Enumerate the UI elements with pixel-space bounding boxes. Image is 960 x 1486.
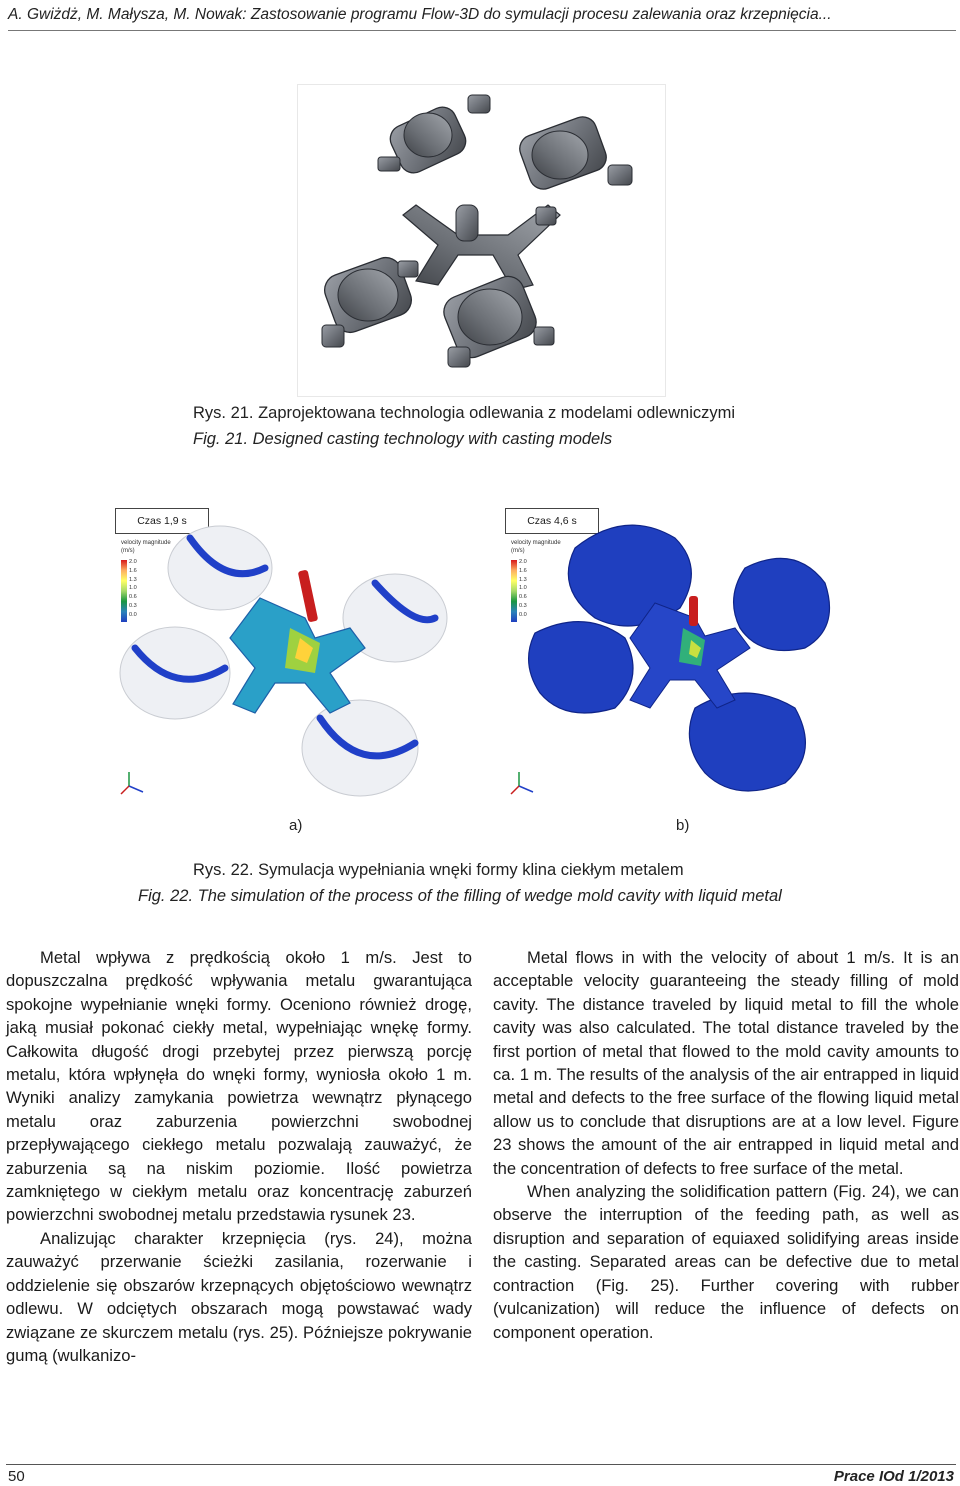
footer-rule (6, 1464, 956, 1465)
casting-bottom-left (320, 253, 418, 347)
legend-title: velocity magnitude (511, 540, 561, 546)
legend-tick: 0.3 (519, 602, 527, 609)
legend-tick: 1.0 (129, 585, 137, 592)
time-label: Czas 4,6 s (505, 508, 599, 534)
figure-21-caption-pl: Rys. 21. Zaprojektowana technologia odlewania z modelami odlewniczymi (193, 404, 736, 422)
legend-tick: 2.0 (519, 559, 527, 565)
legend-tick: 1.0 (519, 585, 527, 592)
figure-22-caption-pl: Rys. 22. Symulacja wypełniania wnęki formy klina ciekłym metalem (193, 861, 684, 879)
legend-tick: 1.6 (129, 567, 137, 574)
legend-tick: 0.0 (519, 611, 527, 618)
filling-simulation-b (505, 508, 844, 810)
journal-name: Prace IOd 1/2013 (833, 1468, 954, 1485)
legend-tick: 1.6 (519, 567, 527, 574)
sprue (456, 205, 478, 241)
legend-tick: 1.3 (129, 576, 137, 583)
legend-tick: 1.3 (519, 576, 527, 583)
paragraph: Metal flows in with the velocity of about 1 m/s. It is an acceptable velocity guaranteeing the steady filling of mold cavity. The distance traveled by liquid metal to fill the whole cavity was also calculated. The total distance traveled by the first portion of metal that flowed to the mold cavity amounts to ca. 1 m. The results of the analysis of the air entrapped in liquid metal and defects to the free surface of the flowing liquid metal allow us to conclude that disruptions are at a low level. Figure 23 shows the amount of the air entrapped in liquid metal and the concentration of defects to free surface of the metal. (493, 948, 959, 1178)
paragraph: When analyzing the solidification pattern (Fig. 24), we can observe the interruption of the feeding path, as well as disruption and separation of equiaxed solidifying areas inside the casting. Separated areas can be defective due to metal contraction (Fig. 25). Further covering with rubber (vulcanization) will reduce the influence of defects on component operation. (493, 1182, 959, 1342)
legend-title: velocity magnitude (121, 540, 171, 546)
casting-top-right (516, 113, 632, 225)
legend-unit: (m/s) (121, 548, 135, 554)
body-text-english (493, 946, 959, 1344)
casting-model-illustration (298, 85, 665, 396)
panel-b-label: b) (676, 817, 690, 834)
page-number: 50 (8, 1468, 25, 1485)
legend-unit: (m/s) (511, 548, 525, 554)
figure-22-panel-b (505, 508, 844, 810)
axis-triad-icon (121, 772, 143, 794)
legend-tick: 2.0 (129, 559, 137, 565)
paragraph: Analizując charakter krzepnięcia (rys. 24), można zauważyć przerwanie ścieżki zasilania, rozerwanie i oddzielenie się obszarów krzepnących objętościowo wewnątrz odlewu. W odciętych obszarach mogą powstawać wady związane ze skurczem metalu (rys. 25). Późniejsze pokrywanie gumą (wulkanizo- (6, 1228, 472, 1365)
filling-simulation-a (115, 508, 454, 810)
panel-a-label: a) (289, 817, 303, 834)
legend-tick: 0.6 (129, 594, 137, 601)
figure-22-panel-a (115, 508, 454, 810)
time-label: Czas 1,9 s (115, 508, 209, 534)
axis-triad-icon (511, 772, 533, 794)
figure-21-caption-en: Fig. 21. Designed casting technology with casting models (193, 430, 613, 448)
body-text-polish (6, 946, 472, 1367)
running-head: A. Gwiżdż, M. Małysza, M. Nowak: Zastosowanie programu Flow-3D do symulacji procesu zalewania oraz krzepnięcia... (8, 6, 832, 23)
header-rule (8, 30, 956, 31)
legend-tick: 0.3 (129, 602, 137, 609)
figure-22-caption-en: Fig. 22. The simulation of the process of the filling of wedge mold cavity with liquid metal (138, 887, 782, 905)
casting-bottom-right (439, 272, 554, 367)
legend-tick: 0.6 (519, 594, 527, 601)
paragraph: Metal wpływa z prędkością około 1 m/s. Jest to dopuszczalna prędkość wpływania metalu gwarantująca spokojne wypełnianie wnęki formy. Oceniono również drogę, jaką musiał pokonać ciekły metal, wypełniając wnękę formy. Całkowita długość drogi przebytej przez pierwszą porcję metalu, która wpłynęła do wnęki formy, wyniosła około 1 m. Wyniki analizy zamykania powietrza wewnątrz płynącego metalu oraz zaburzenia powierzchni swobodnej przepływającego ciekłego metalu pozwalają zauważyć, że zaburzenia są na niskim poziomie. Ilość powietrza zamkniętego w ciekłym metalu oraz koncentrację zaburzeń powierzchni swobodnej metalu przedstawia rysunek 23. (6, 948, 472, 1225)
casting-top-left (378, 95, 490, 177)
legend-tick: 0.0 (129, 611, 137, 618)
figure-21-render (297, 84, 666, 397)
